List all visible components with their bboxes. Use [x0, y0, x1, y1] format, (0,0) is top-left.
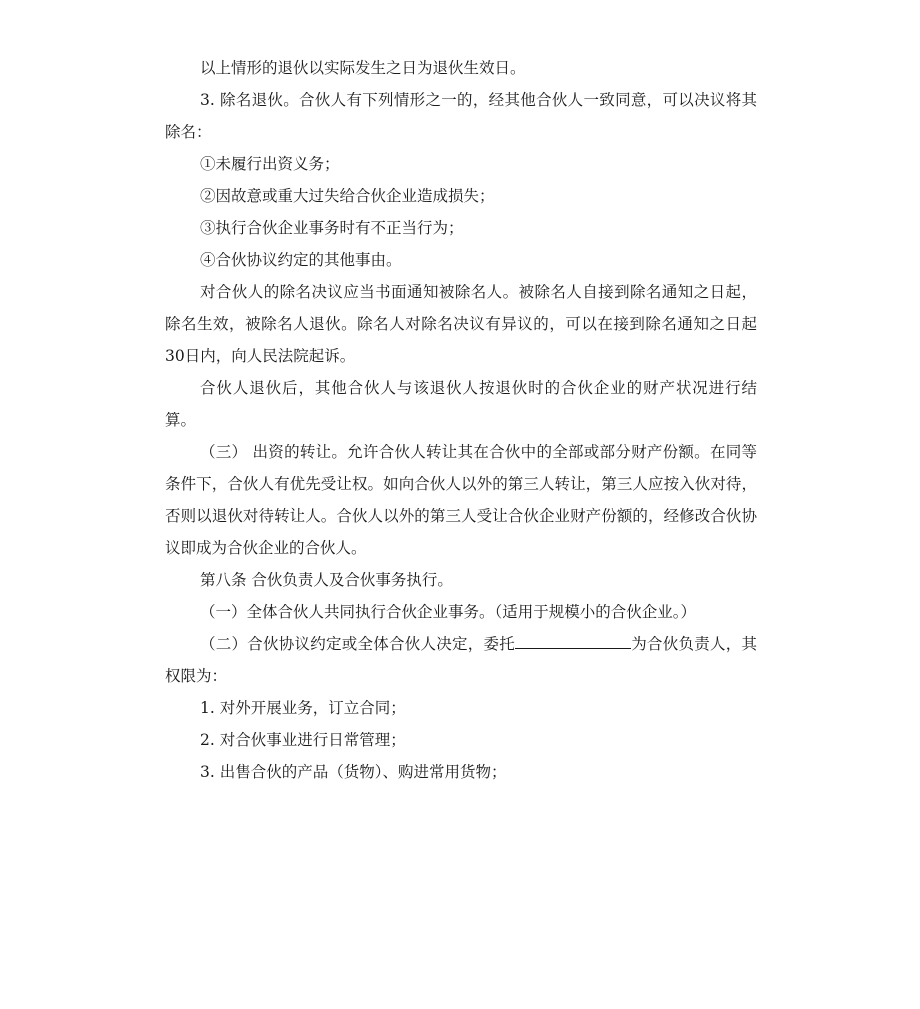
list-item-authority-2: 2. 对合伙事业进行日常管理； [200, 731, 406, 749]
paragraph-expulsion-notice: 对合伙人的除名决议应当书面通知被除名人。被除名人自接到除名通知之日起，除名生效，被除名人退伙。除名人对除名决议有异议的，可以在接到除名通知之日起30日内，向人民法院起诉。 [165, 283, 757, 365]
paragraph-effective-date: 以上情形的退伙以实际发生之日为退伙生效日。 [200, 59, 526, 77]
list-item-authority-3: 3. 出售合伙的产品（货物）、购进常用货物； [200, 763, 507, 781]
paragraph-delegation [165, 628, 757, 692]
list-item-authority-1: 1. 对外开展业务，订立合同； [200, 699, 406, 717]
paragraph-settlement: 合伙人退伙后，其他合伙人与该退伙人按退伙时的合伙企业的财产状况进行结算。 [165, 379, 757, 429]
delegation-text-before: （二）合伙协议约定或全体合伙人决定，委托 [200, 635, 515, 653]
paragraph-expulsion: 3. 除名退伙。合伙人有下列情形之一的，经其他合伙人一致同意，可以决议将其除名： [165, 91, 757, 141]
article-heading: 第八条 合伙负责人及合伙事务执行。 [200, 571, 453, 589]
paragraph-capital-transfer: （三） 出资的转让。允许合伙人转让其在合伙中的全部或部分财产份额。在同等条件下，合伙人有优先受让权。如向合伙人以外的第三人转让，第三人应按入伙对待，否则以退伙对待转让人。合伙人以外的第三人受让合伙企业财产份额的，经修改合伙协议即成为合伙企业的合伙人。 [165, 443, 757, 557]
document-page [165, 52, 757, 788]
list-item-expulsion-2: ②因故意或重大过失给合伙企业造成损失； [200, 187, 495, 205]
fill-in-blank[interactable] [515, 630, 631, 649]
list-item-expulsion-3: ③执行合伙企业事务时有不正当行为； [200, 219, 464, 237]
list-item-expulsion-4: ④合伙协议约定的其他事由。 [200, 251, 402, 269]
list-item-expulsion-1: ①未履行出资义务； [200, 155, 340, 173]
delegation-text-after: 为合伙负责人，其权限为： [165, 635, 757, 685]
paragraph-joint-execution: （一）全体合伙人共同执行合伙企业事务。（适用于规模小的合伙企业。） [200, 603, 697, 621]
